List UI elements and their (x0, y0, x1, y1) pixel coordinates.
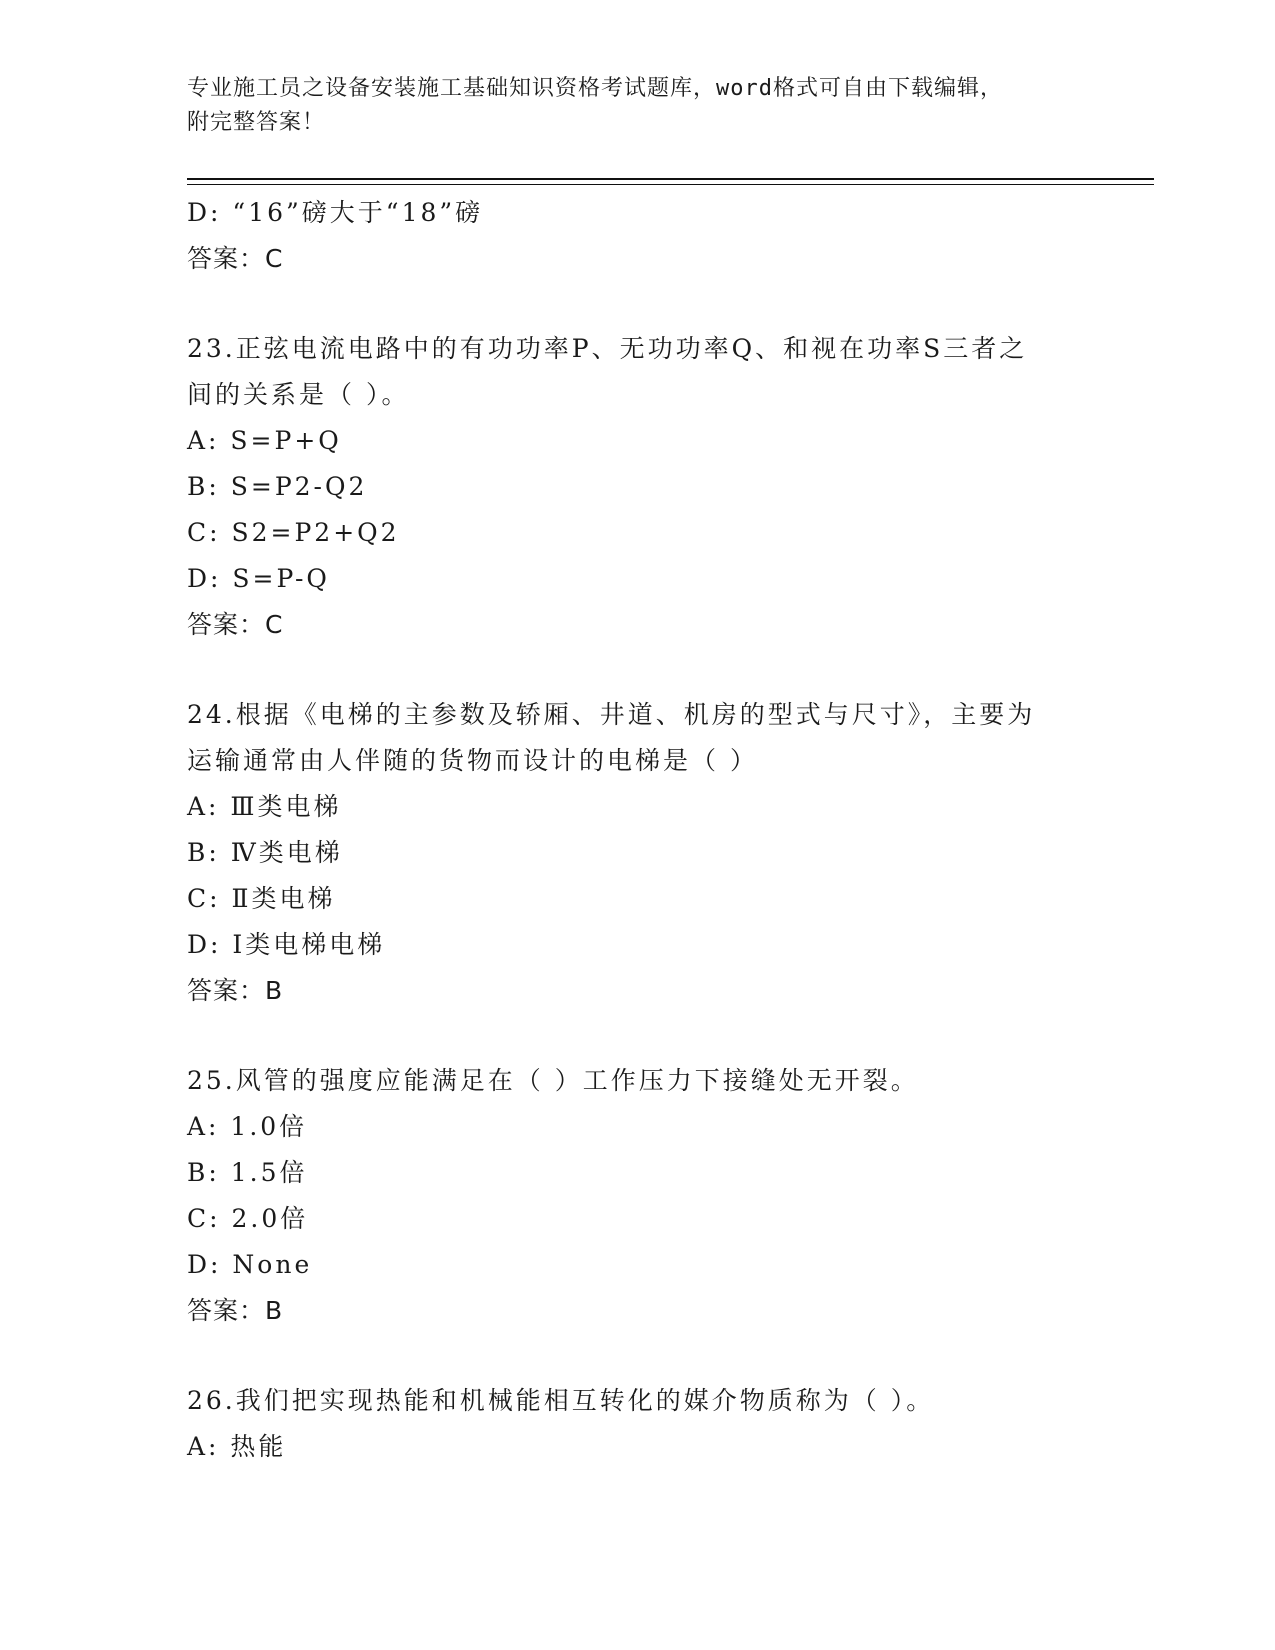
question-stem-cont: 运输通常由人伴随的货物而设计的电梯是（ ） (187, 746, 758, 775)
option-b: B: 1.5倍 (187, 1158, 308, 1187)
spacer (187, 1014, 1087, 1058)
answer-line: 答案：B (187, 976, 284, 1005)
option-a: A: 1.0倍 (187, 1112, 308, 1141)
option-b: B: Ⅳ类电梯 (187, 838, 343, 867)
question-stem: 26.我们把实现热能和机械能相互转化的媒介物质称为（ ）。 (187, 1386, 935, 1415)
spacer (187, 1334, 1087, 1378)
header-line-2: 附完整答案！ (187, 110, 326, 135)
option-d: D: Ⅰ类电梯电梯 (187, 930, 386, 959)
option-d: D: None (187, 1250, 313, 1279)
question-26 (187, 1378, 1087, 1470)
question-stem: 25.风管的强度应能满足在（ ）工作压力下接缝处无开裂。 (187, 1066, 919, 1095)
header-divider-thick (187, 178, 1154, 180)
option-a: A: Ⅲ类电梯 (187, 792, 342, 821)
spacer (187, 282, 1087, 326)
option-a: A: S=P+Q (187, 426, 342, 455)
prev-question-tail (187, 190, 1087, 282)
option-c: C: Ⅱ类电梯 (187, 884, 336, 913)
question-stem: 24.根据《电梯的主参数及轿厢、井道、机房的型式与尺寸》，主要为 (187, 700, 1036, 729)
option-c: C: S2=P2+Q2 (187, 518, 400, 547)
question-stem: 23.正弦电流电路中的有功功率P、无功功率Q、和视在功率S三者之 (187, 334, 1028, 363)
option-d: D: S=P-Q (187, 564, 330, 593)
option-d: D: “16”磅大于“18”磅 (187, 198, 484, 227)
header-divider-thin (187, 184, 1154, 185)
question-list (187, 190, 1087, 1470)
question-stem-cont: 间的关系是（ ）。 (187, 380, 410, 409)
question-25 (187, 1058, 1087, 1334)
option-b: B: S=P2-Q2 (187, 472, 368, 501)
page-header (187, 72, 1087, 140)
option-a: A: 热能 (187, 1432, 287, 1461)
spacer (187, 648, 1087, 692)
header-line-1: 专业施工员之设备安装施工基础知识资格考试题库，word格式可自由下载编辑， (187, 76, 1003, 101)
answer-line: 答案：B (187, 1296, 284, 1325)
option-c: C: 2.0倍 (187, 1204, 309, 1233)
question-24 (187, 692, 1087, 1014)
answer-line: 答案：C (187, 244, 284, 273)
answer-line: 答案：C (187, 610, 284, 639)
question-23 (187, 326, 1087, 648)
